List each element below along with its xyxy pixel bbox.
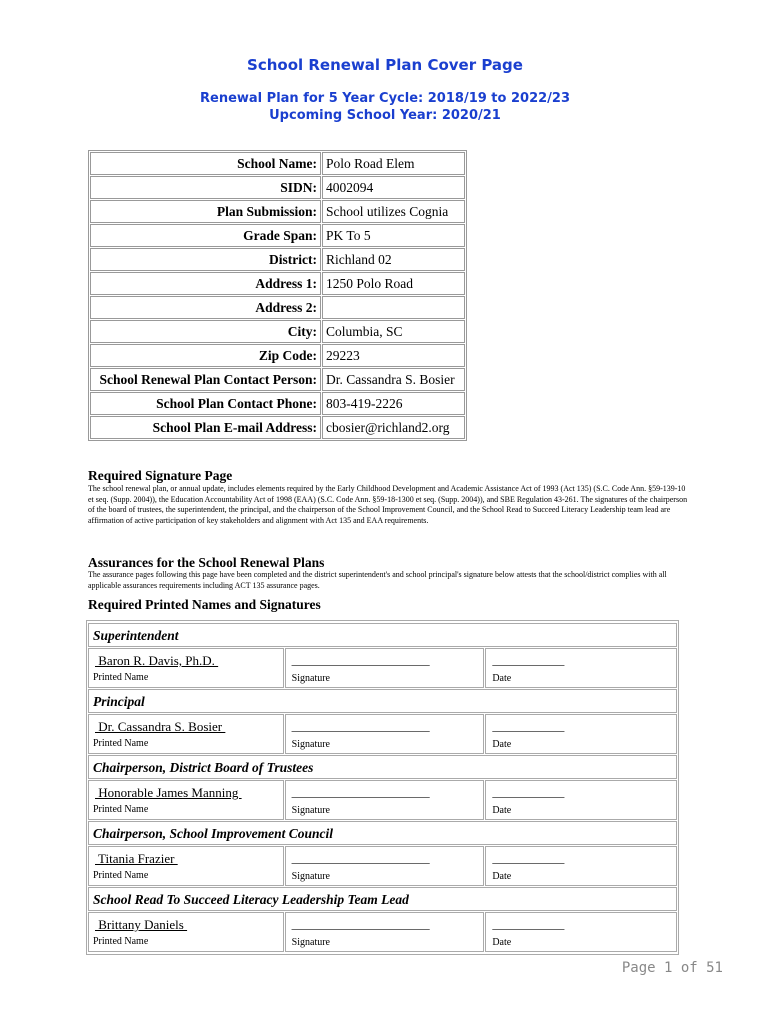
signature-caption: Signature bbox=[291, 871, 330, 882]
printed-names-heading: Required Printed Names and Signatures bbox=[88, 597, 321, 612]
info-label: Address 2: bbox=[90, 296, 321, 319]
required-signature-text: The school renewal plan, or annual update, includes elements required by the Early Childhood Development and Academic Assistance Act of 1993 (Act 135) (S.C. Code Ann. §59-139-10 et seq. (Supp. 2004)), the Education Accountability Act of 1998 (EAA) (S.C. Code Ann. §59-18-1300 et seq. (Supp. 2004)), and SBE Regulation 43-261. The signatures of the chairperson of the board of trustees, the superintendent, the principal, and the chairperson of the School Improvement Council, and the School Read to Succeed Literacy Leadership team lead are affirmation of active participation of key stakeholders and alignment with Act 135 and EAA requirements. bbox=[88, 484, 688, 525]
printed-name-caption: Printed Name bbox=[93, 672, 149, 683]
info-label: School Name: bbox=[90, 152, 321, 175]
info-value: School utilizes Cognia bbox=[322, 200, 465, 223]
info-value: 4002094 bbox=[322, 176, 465, 199]
signature-row bbox=[88, 846, 677, 886]
info-value bbox=[322, 296, 465, 319]
date-cell[interactable] bbox=[485, 780, 677, 820]
info-value: 803-419-2226 bbox=[322, 392, 465, 415]
info-value: Richland 02 bbox=[322, 248, 465, 271]
date-cell[interactable] bbox=[485, 648, 677, 688]
signature-line: _______________________ bbox=[291, 851, 430, 865]
info-row bbox=[90, 392, 465, 415]
signature-caption: Signature bbox=[291, 937, 330, 948]
info-value: Dr. Cassandra S. Bosier bbox=[322, 368, 465, 391]
signature-row bbox=[88, 780, 677, 820]
signature-row bbox=[88, 648, 677, 688]
info-row bbox=[90, 368, 465, 391]
role-heading: Superintendent bbox=[88, 623, 677, 647]
info-row bbox=[90, 296, 465, 319]
info-label: School Plan Contact Phone: bbox=[90, 392, 321, 415]
signature-line: _______________________ bbox=[291, 653, 430, 667]
role-heading: Chairperson, District Board of Trustees bbox=[88, 755, 677, 779]
info-label: Plan Submission: bbox=[90, 200, 321, 223]
signature-caption: Signature bbox=[291, 673, 330, 684]
printed-name-cell bbox=[88, 912, 284, 952]
date-line: ____________ bbox=[492, 785, 565, 799]
date-cell[interactable] bbox=[485, 846, 677, 886]
info-label: Grade Span: bbox=[90, 224, 321, 247]
assurances-heading: Assurances for the School Renewal Plans bbox=[88, 555, 325, 570]
signature-table bbox=[86, 620, 679, 955]
printed-name: Dr. Cassandra S. Bosier bbox=[95, 719, 226, 734]
date-caption: Date bbox=[492, 937, 512, 948]
renewal-cycle-subtitle: Renewal Plan for 5 Year Cycle: 2018/19 to 2022/23 bbox=[200, 91, 570, 106]
signature-line: _______________________ bbox=[291, 785, 430, 799]
info-label: School Renewal Plan Contact Person: bbox=[90, 368, 321, 391]
printed-name: Honorable James Manning bbox=[95, 785, 242, 800]
date-caption: Date bbox=[492, 805, 512, 816]
signature-cell[interactable] bbox=[285, 912, 485, 952]
assurances-text: The assurance pages following this page have been completed and the district superintendent's and school principal's signature below attests that the school/district complies with all applicable assurances requirements including ACT 135 assurance pages. bbox=[88, 570, 667, 590]
date-line: ____________ bbox=[492, 851, 565, 865]
signature-caption: Signature bbox=[291, 805, 330, 816]
info-label: School Plan E-mail Address: bbox=[90, 416, 321, 439]
info-value: Polo Road Elem bbox=[322, 152, 465, 175]
info-row bbox=[90, 320, 465, 343]
info-label: Zip Code: bbox=[90, 344, 321, 367]
page-number: Page 1 of 51 bbox=[621, 960, 723, 976]
info-row bbox=[90, 344, 465, 367]
signature-row bbox=[88, 912, 677, 952]
info-value: PK To 5 bbox=[322, 224, 465, 247]
printed-name-cell bbox=[88, 648, 284, 688]
info-value: 29223 bbox=[322, 344, 465, 367]
date-line: ____________ bbox=[492, 653, 565, 667]
info-label: SIDN: bbox=[90, 176, 321, 199]
info-label: Address 1: bbox=[90, 272, 321, 295]
date-caption: Date bbox=[492, 871, 512, 882]
info-row bbox=[90, 416, 465, 439]
info-value: cbosier@richland2.org bbox=[322, 416, 465, 439]
date-caption: Date bbox=[492, 739, 512, 750]
printed-name: Titania Frazier bbox=[95, 851, 178, 866]
printed-name-caption: Printed Name bbox=[93, 870, 149, 881]
printed-name-caption: Printed Name bbox=[93, 936, 149, 947]
signature-cell[interactable] bbox=[285, 648, 485, 688]
signature-line: _______________________ bbox=[291, 917, 430, 931]
printed-name-cell bbox=[88, 780, 284, 820]
date-cell[interactable] bbox=[485, 912, 677, 952]
page-title: School Renewal Plan Cover Page bbox=[247, 56, 523, 74]
info-value: 1250 Polo Road bbox=[322, 272, 465, 295]
signature-cell[interactable] bbox=[285, 714, 485, 754]
info-row bbox=[90, 152, 465, 175]
info-row bbox=[90, 200, 465, 223]
signature-cell[interactable] bbox=[285, 846, 485, 886]
signature-caption: Signature bbox=[291, 739, 330, 750]
school-info-table bbox=[88, 150, 467, 441]
printed-name-caption: Printed Name bbox=[93, 738, 149, 749]
signature-cell[interactable] bbox=[285, 780, 485, 820]
school-year-subtitle: Upcoming School Year: 2020/21 bbox=[269, 108, 501, 123]
date-caption: Date bbox=[492, 673, 512, 684]
info-label: District: bbox=[90, 248, 321, 271]
info-row bbox=[90, 224, 465, 247]
printed-name: Baron R. Davis, Ph.D. bbox=[95, 653, 219, 668]
date-line: ____________ bbox=[492, 917, 565, 931]
date-line: ____________ bbox=[492, 719, 565, 733]
printed-name: Brittany Daniels bbox=[95, 917, 188, 932]
role-heading: School Read To Succeed Literacy Leadership Team Lead bbox=[88, 887, 677, 911]
date-cell[interactable] bbox=[485, 714, 677, 754]
signature-line: _______________________ bbox=[291, 719, 430, 733]
printed-name-caption: Printed Name bbox=[93, 804, 149, 815]
info-value: Columbia, SC bbox=[322, 320, 465, 343]
info-label: City: bbox=[90, 320, 321, 343]
role-heading: Principal bbox=[88, 689, 677, 713]
printed-name-cell bbox=[88, 714, 284, 754]
info-row bbox=[90, 176, 465, 199]
signature-row bbox=[88, 714, 677, 754]
role-heading: Chairperson, School Improvement Council bbox=[88, 821, 677, 845]
info-row bbox=[90, 272, 465, 295]
required-signature-heading: Required Signature Page bbox=[88, 468, 233, 483]
info-row bbox=[90, 248, 465, 271]
printed-name-cell bbox=[88, 846, 284, 886]
